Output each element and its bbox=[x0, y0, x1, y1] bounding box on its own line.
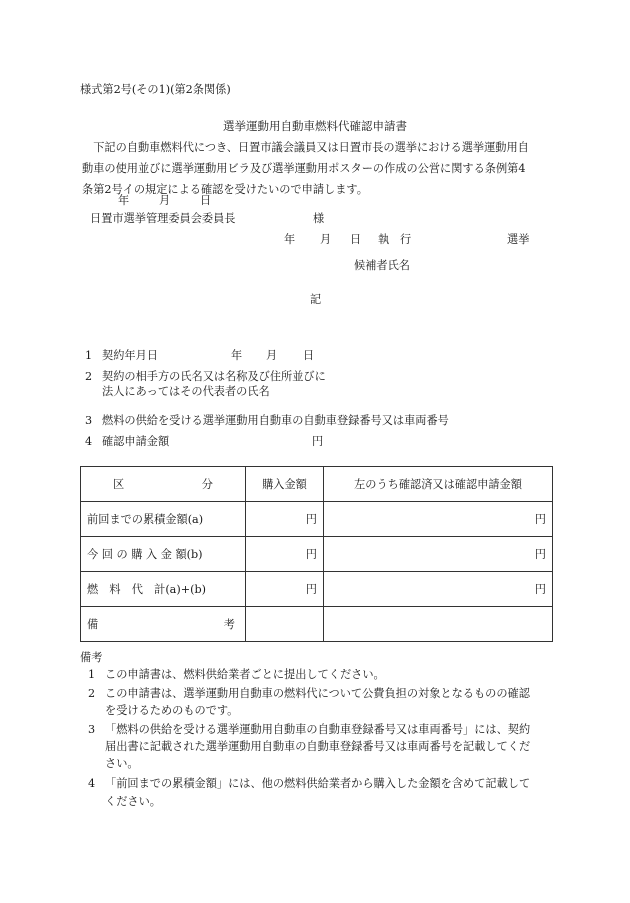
remarks-kou: 考 bbox=[223, 618, 235, 631]
date-day: 日 bbox=[200, 194, 212, 207]
form-number: 様式第2号(その1)(第2条関係) bbox=[80, 83, 231, 96]
intro-line-3: 条第2号イの規定による確認を受けたいので申請します。 bbox=[82, 183, 368, 196]
honorific: 様 bbox=[313, 212, 325, 225]
item-1-text: 契約年月日 bbox=[102, 349, 158, 362]
note-4-number: 4 bbox=[88, 777, 96, 790]
election-date-year: 年 bbox=[284, 233, 296, 246]
yen-cell[interactable]: 円 bbox=[324, 537, 553, 572]
election-date-shikkou-2: 行 bbox=[400, 233, 412, 246]
note-3-line-2: 届出書に記載された選挙運動用自動車の自動車登録番号又は車両番号を記載してくだ bbox=[105, 740, 531, 753]
item-1-month: 月 bbox=[266, 349, 278, 362]
note-3-line-1: 「燃料の供給を受ける選挙運動用自動車の自動車登録番号又は車両番号」には、契約 bbox=[105, 723, 531, 736]
yen-cell[interactable]: 円 bbox=[324, 572, 553, 607]
ki-heading: 記 bbox=[310, 293, 322, 306]
yen-cell[interactable]: 円 bbox=[246, 537, 324, 572]
table-header-row bbox=[81, 467, 553, 502]
yen-cell[interactable]: 円 bbox=[324, 502, 553, 537]
item-4-text: 確認申請金額 bbox=[102, 435, 170, 448]
header-purchase-amount: 購入金額 bbox=[246, 467, 324, 502]
date-year: 年 bbox=[118, 194, 130, 207]
item-3-text: 燃料の供給を受ける選挙運動用自動車の自動車登録番号又は車両番号 bbox=[102, 414, 449, 427]
item-4-yen: 円 bbox=[312, 435, 324, 448]
header-category bbox=[81, 467, 246, 502]
election-date-day: 日 bbox=[350, 233, 362, 246]
note-2-number: 2 bbox=[88, 687, 96, 700]
item-4-number: 4 bbox=[85, 435, 93, 448]
item-2-text: 契約の相手方の氏名又は名称及び住所並びに bbox=[102, 370, 326, 383]
note-3-line-3: さい。 bbox=[105, 757, 139, 770]
candidate-name-label: 候補者氏名 bbox=[354, 259, 410, 272]
election-date-month: 月 bbox=[320, 233, 332, 246]
election-label: 選挙 bbox=[507, 233, 530, 246]
document-title: 選挙運動用自動車燃料代確認申請書 bbox=[223, 119, 407, 133]
note-4-line-1: 「前回までの累積金額」には、他の燃料供給業者から購入した金額を含めて記載して bbox=[105, 777, 531, 790]
notes-title: 備考 bbox=[80, 651, 103, 664]
note-2-line-1: この申請書は、選挙運動用自動車の燃料代について公費負担の対象となるものの確認 bbox=[105, 687, 530, 700]
remarks-cell[interactable] bbox=[246, 607, 324, 642]
date-month: 月 bbox=[159, 194, 171, 207]
intro-line-2: 動車の使用並びに選挙運動用ビラ及び選挙運動用ポスターの作成の公営に関する条例第4 bbox=[82, 162, 526, 175]
election-date-shikkou-1: 執 bbox=[378, 233, 390, 246]
header-confirmed-amount: 左のうち確認済又は確認申請金額 bbox=[324, 467, 553, 502]
table-row bbox=[81, 502, 553, 537]
item-3-number: 3 bbox=[85, 414, 93, 427]
header-bun: 分 bbox=[201, 478, 213, 491]
table-row-remarks bbox=[81, 607, 553, 642]
item-2-number: 2 bbox=[85, 370, 93, 383]
row-label: 燃 料 代 計(a)+(b) bbox=[81, 572, 246, 607]
remarks-bi: 備 bbox=[87, 618, 99, 631]
note-2-line-2: を受けるためのものです。 bbox=[105, 704, 239, 717]
item-1-day: 日 bbox=[303, 349, 315, 362]
row-label-remarks bbox=[81, 607, 246, 642]
yen-cell[interactable]: 円 bbox=[246, 502, 324, 537]
addressee: 日置市選挙管理委員会委員長 bbox=[90, 212, 236, 225]
amount-table bbox=[80, 466, 553, 642]
note-4-line-2: ください。 bbox=[105, 795, 161, 808]
remarks-cell[interactable] bbox=[324, 607, 553, 642]
note-1-line-1: この申請書は、燃料供給業者ごとに提出してください。 bbox=[105, 668, 385, 681]
table-row bbox=[81, 572, 553, 607]
table-row bbox=[81, 537, 553, 572]
item-2-text-cont: 法人にあってはその代表者の氏名 bbox=[102, 385, 270, 398]
row-label: 前回までの累積金額(a) bbox=[81, 502, 246, 537]
item-1-number: 1 bbox=[85, 349, 93, 362]
header-ku: 区 bbox=[113, 478, 125, 491]
item-1-year: 年 bbox=[231, 349, 243, 362]
note-1-number: 1 bbox=[88, 668, 96, 681]
note-3-number: 3 bbox=[88, 723, 96, 736]
row-label: 今 回 の 購 入 金 額(b) bbox=[81, 537, 246, 572]
yen-cell[interactable]: 円 bbox=[246, 572, 324, 607]
intro-line-1: 下記の自動車燃料代につき、日置市議会議員又は日置市長の選挙における選挙運動用自 bbox=[82, 141, 529, 154]
